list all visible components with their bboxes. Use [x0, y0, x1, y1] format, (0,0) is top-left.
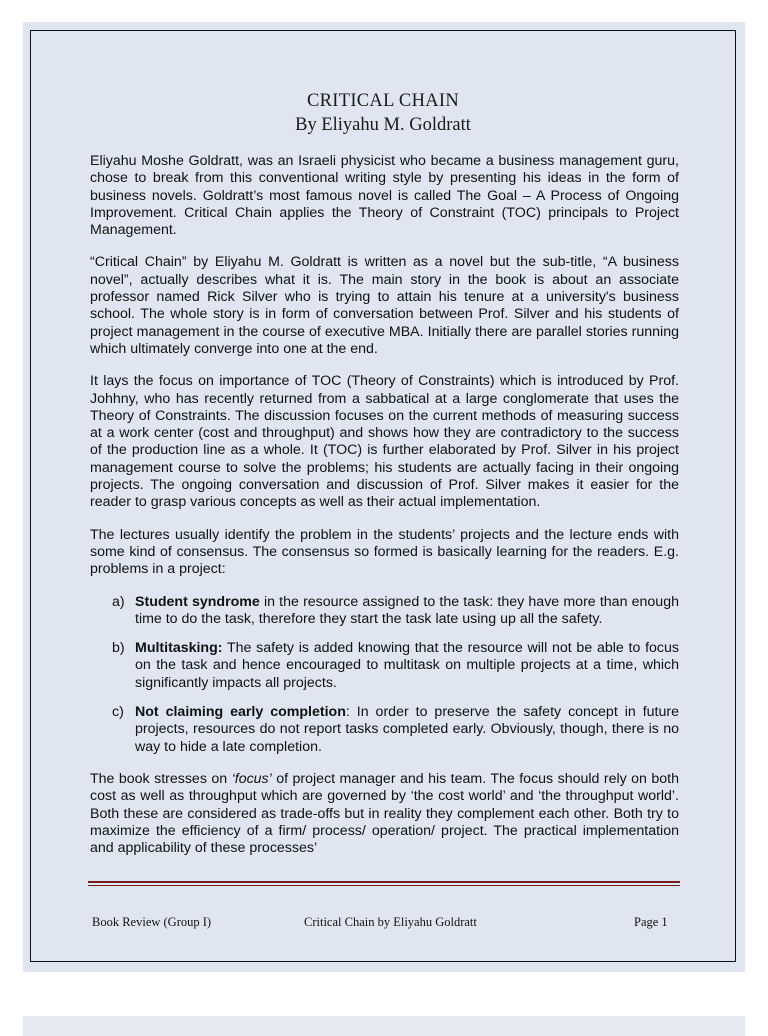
paragraph-toc: It lays the focus on importance of TOC (Theory of Constraints) which is introduced by Prof. Johhny, who has recently returned from a sabbatical at a large conglomerate that uses the Theory of Constraints. The discussion focuses on the current methods of measuring success at a work center (cost and throughput) and shows how they are contradictory to the success of the production line as a whole. It (TOC) is further elaborated by Prof. Silver in his project management course to solve the problems; his students are actually facing in their ongoing projects. The ongoing conversation and discussion of Prof. Silver makes it easier for the reader to grasp various concepts as well as their actual implementation. [90, 373, 679, 511]
paragraph-lectures: The lectures usually identify the problem in the students’ projects and the lecture ends with some kind of consensus. The consensus so formed is basically learning for the readers. E.g. problems in a project: [90, 526, 679, 578]
footer-rule-thick [88, 881, 680, 883]
list-item-text: in the resource assigned to the task: they have more than enough time to do the task, therefore they start the task late using up all the safety. [135, 593, 679, 627]
list-item [90, 704, 679, 756]
list-item [90, 640, 679, 692]
list-item-heading: Student syndrome [135, 593, 260, 610]
list-marker: a) [112, 593, 125, 610]
paragraph-focus [90, 771, 679, 857]
list-item-heading: Not claiming early completion [135, 704, 346, 721]
document-author: By Eliyahu M. Goldratt [295, 115, 471, 135]
list-marker: c) [112, 704, 124, 721]
list-item-text: The safety is added knowing that the resource will not be able to focus on the task and hence encouraged to multitask on multiple projects at a time, which significantly impacts all projects. [135, 640, 679, 691]
next-page-edge [23, 1016, 745, 1036]
footer-rule-thin [88, 885, 680, 886]
paragraph-novel: “Critical Chain” by Eliyahu M. Goldratt is written as a novel but the sub-title, “A business novel”, actually describes what it is. The main story in the book is about an associate professor named Rick Silver who is trying to attain his tenure at a university's business school. The whole story is in form of conversation between Prof. Silver and his students of project management in the course of executive MBA. Initially there are parallel stories running which ultimately converge into one at the end. [90, 254, 679, 357]
list-item [90, 594, 679, 629]
document-body [90, 153, 679, 872]
paragraph-intro: Eliyahu Moshe Goldratt, was an Israeli physicist who became a business management guru, chose to break from this conventional writing style by presenting his ideas in the form of business novels. Goldratt’s most famous novel is called The Goal – A Process of Ongoing Improvement. Critical Chain applies the Theory of Constraint (TOC) principals to Project Management. [90, 153, 679, 239]
footer-left: Book Review (Group I) [92, 915, 212, 929]
list-item-heading: Multitasking: [135, 640, 223, 657]
focus-text-after: of project manager and his team. The focus should rely on both cost as well as throughput which are governed by ‘the cost world’ and ‘the throughput world’. Both these are considered as trade-offs but in reality they complement each other. Both try to maximize the efficiency of a firm/ process/ operation/ project. The practical implementation and applicability of these processes’ [90, 770, 679, 857]
problem-list [90, 594, 679, 756]
footer-center: Critical Chain by Eliyahu Goldratt [304, 915, 477, 929]
focus-text-before: The book stresses on [90, 770, 232, 787]
list-marker: b) [112, 640, 125, 657]
document-title: CRITICAL CHAIN [306, 91, 460, 111]
list-item-text: : In order to preserve the safety concept in future projects, resources do not report tasks completed early. Obviously, though, there is no way to hide a late completion. [135, 704, 679, 755]
footer-page-number: Page 1 [634, 915, 668, 929]
focus-emphasis: ‘focus’ [231, 770, 272, 787]
